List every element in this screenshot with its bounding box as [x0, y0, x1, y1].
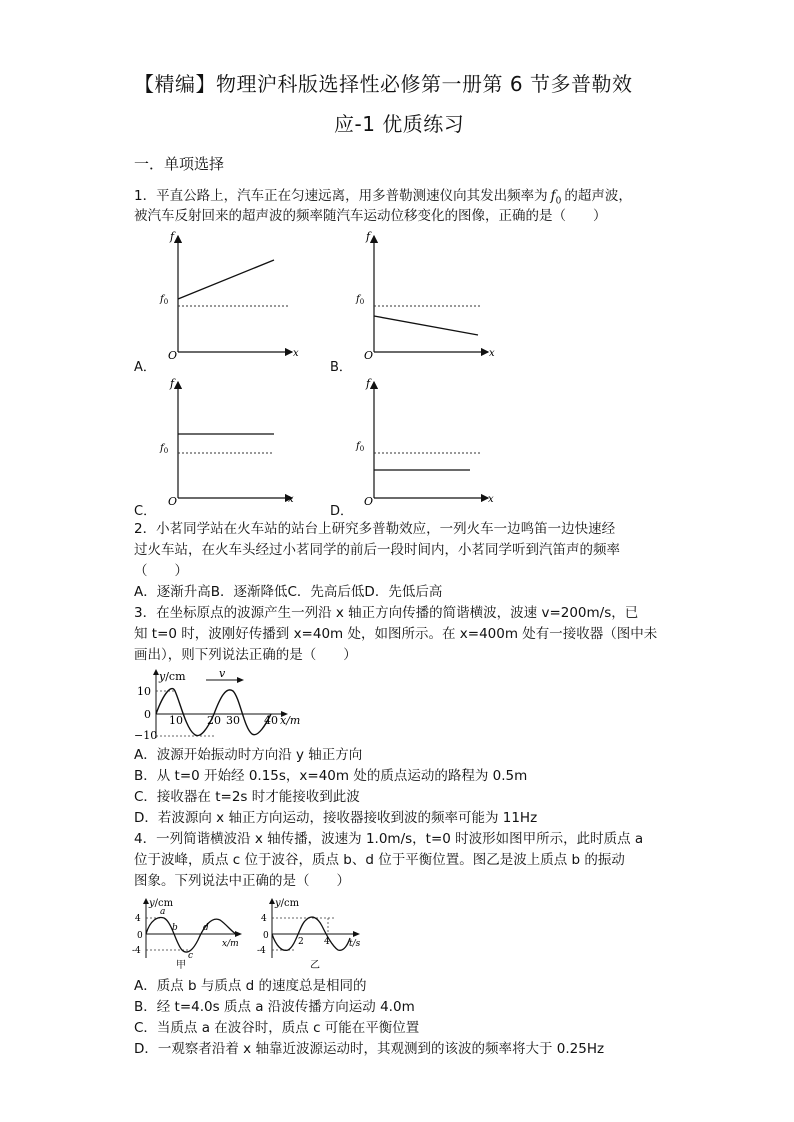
q1-stem-line2: 被汽车反射回来的超声波的频率随汽车运动位移变化的图像，正确的是（ ）: [134, 208, 607, 224]
q4-option-c: C．当质点 a 在波谷时，质点 c 可能在平衡位置: [134, 1020, 420, 1036]
svg-text:−10: −10: [134, 729, 158, 740]
svg-text:10: 10: [137, 685, 151, 698]
svg-text:-4: -4: [257, 946, 266, 956]
q3-option-c: C．接收器在 t=2s 时才能接收到此波: [134, 789, 360, 805]
svg-text:乙: 乙: [310, 960, 320, 970]
svg-text:t/s: t/s: [349, 939, 361, 949]
q3-option-b: B．从 t=0 开始经 0.15s，x=40m 处的质点运动的路程为 0.5m: [134, 768, 528, 784]
svg-text:x: x: [288, 494, 294, 505]
svg-text:30: 30: [226, 714, 240, 727]
svg-text:y/cm: y/cm: [159, 670, 186, 683]
svg-text:0: 0: [144, 708, 151, 721]
svg-text:f0: $f_0$: [160, 294, 169, 306]
q1-graph-a: [159, 230, 299, 362]
svg-text:4: 4: [324, 937, 330, 947]
svg-text:f: f: [366, 377, 371, 390]
q1-option-b-label: B．: [330, 360, 352, 375]
svg-text:f: f: [366, 230, 371, 243]
page-title-line2: 应-1 优质练习: [334, 112, 465, 136]
q2-stem-line3: （ ）: [134, 563, 188, 579]
q1-stem-line1: 1．平直公路上，汽车正在匀速远离，用多普勒测速仪向其发出频率为 $f_0$ 的超声波，: [134, 188, 632, 207]
q3-option-a: A．波源开始振动时方向沿 y 轴正方向: [134, 747, 363, 763]
section-heading: 一．单项选择: [134, 155, 225, 173]
svg-text:4: 4: [135, 914, 141, 924]
q1-option-c-label: C．: [134, 504, 157, 519]
svg-text:x: x: [488, 494, 494, 505]
svg-text:f0: $f_0$: [356, 294, 365, 306]
svg-text:x/m: x/m: [222, 939, 239, 949]
q4-option-b: B．经 t=4.0s 质点 a 沿波传播方向运动 4.0m: [134, 999, 415, 1015]
svg-text:b: b: [172, 923, 178, 933]
q3-wave-graph: [134, 668, 314, 740]
q1-graph-b: [355, 230, 495, 362]
q2-stem-line2: 过火车站，在火车头经过小茗同学的前后一段时间内，小茗同学听到汽笛声的频率: [134, 542, 620, 558]
q3-stem-line2: 知 t=0 时，波刚好传播到 x=40m 处，如图所示。在 x=400m 处有一接收器（图中未: [134, 626, 658, 642]
q4-option-a: A．质点 b 与质点 d 的速度总是相同的: [134, 978, 367, 994]
q3-stem-line1: 3．在坐标原点的波源产生一列沿 x 轴正方向传播的简谐横波，波速 v=200m/s，已: [134, 605, 639, 621]
q4-graph-yi: [254, 896, 374, 970]
svg-text:O: O: [364, 495, 374, 508]
q3-stem-line3: 画出），则下列说法正确的是（ ）: [134, 647, 357, 663]
svg-text:40: 40: [264, 714, 278, 727]
q2-stem-line1: 2．小茗同学站在火车站的站台上研究多普勒效应，一列火车一边鸣笛一边快速经: [134, 521, 616, 537]
q2-choices: A．逐渐升高B．逐渐降低C．先高后低D．先低后高: [134, 584, 443, 600]
svg-text:f0: $f_0$: [356, 441, 365, 453]
svg-text:O: O: [168, 349, 178, 362]
svg-text:f: f: [170, 377, 175, 390]
q3-option-d: D．若波源向 x 轴正方向运动，接收器接收到波的频率可能为 11Hz: [134, 810, 538, 826]
svg-text:20: 20: [207, 714, 221, 727]
q4-option-d: D．一观察者沿着 x 轴靠近波源运动时，其观测到的该波的频率将大于 0.25Hz: [134, 1041, 605, 1057]
q4-stem-line3: 图象。下列说法中正确的是（ ）: [134, 873, 350, 889]
svg-text:x: x: [489, 348, 495, 359]
svg-text:10: 10: [169, 714, 183, 727]
svg-text:f: f: [170, 230, 175, 243]
svg-text:O: O: [168, 495, 178, 508]
q4-graph-jia: [132, 896, 252, 970]
q4-stem-line1: 4．一列简谐横波沿 x 轴传播，波速为 1.0m/s，t=0 时波形如图甲所示，此时质点 a: [134, 831, 644, 847]
svg-text:f0: $f_0$: [160, 443, 169, 455]
q1-graph-d: [355, 377, 494, 508]
svg-text:O: O: [364, 349, 374, 362]
svg-text:0: 0: [263, 931, 269, 941]
svg-text:甲: 甲: [176, 960, 186, 970]
q1-graph-c: [159, 377, 294, 508]
svg-text:y/cm: y/cm: [149, 898, 174, 909]
svg-text:c: c: [188, 951, 194, 961]
svg-text:y/cm: y/cm: [275, 898, 300, 909]
q1-option-d-label: D．: [330, 504, 354, 519]
svg-text:x: x: [293, 348, 299, 359]
svg-text:2: 2: [298, 937, 304, 947]
svg-text:x/m: x/m: [280, 714, 301, 727]
svg-text:0: 0: [137, 931, 143, 941]
svg-text:v: v: [219, 668, 226, 680]
svg-text:d: d: [203, 923, 209, 933]
page-title-line1: 【精编】物理沪科版选择性必修第一册第 6 节多普勒效: [134, 72, 633, 96]
svg-text:-4: -4: [132, 946, 141, 956]
q4-stem-line2: 位于波峰，质点 c 位于波谷，质点 b、d 位于平衡位置。图乙是波上质点 b 的振动: [134, 852, 625, 868]
svg-text:a: a: [160, 907, 166, 917]
q1-option-a-label: A．: [134, 360, 156, 375]
svg-text:4: 4: [261, 914, 267, 924]
